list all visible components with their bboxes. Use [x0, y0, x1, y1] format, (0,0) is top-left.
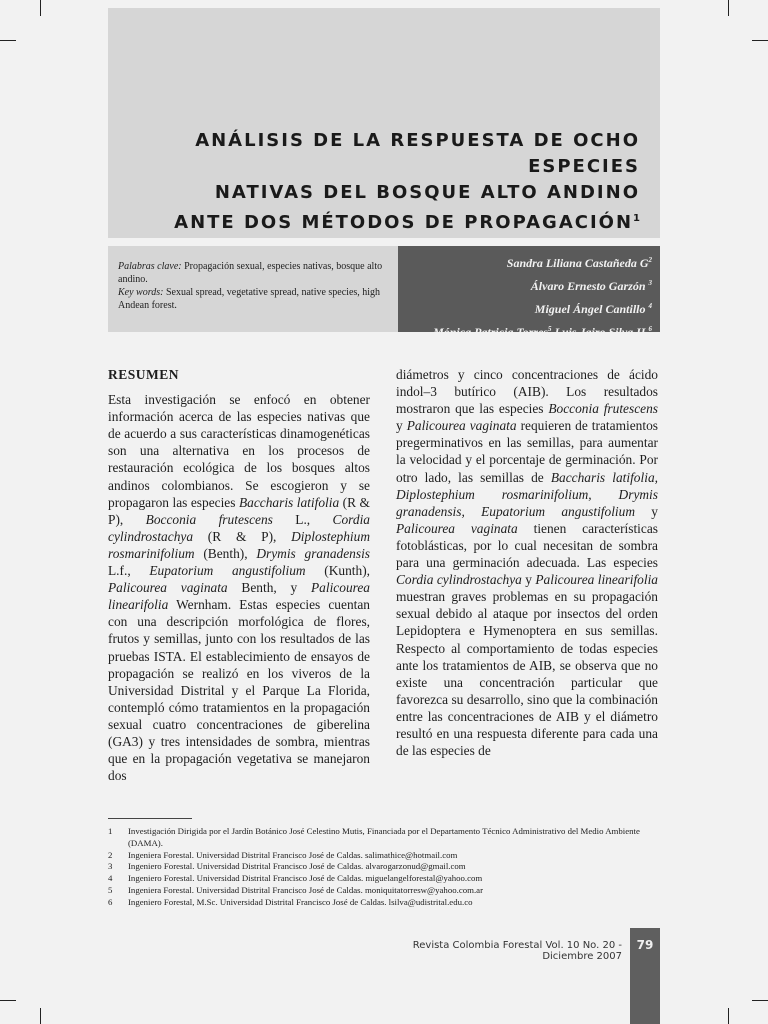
keywords-en: [118, 286, 384, 312]
author-4-5: Mónica Patricia Torres$^5$ Luis Jairo Silva H.$^6$: [433, 325, 652, 339]
abstract-right-column: [396, 366, 658, 759]
keywords-en-label: Key words:: [118, 287, 164, 298]
author-2: Álvaro Ernesto Garzón $^3$: [530, 279, 652, 293]
crop-mark: [0, 40, 16, 41]
footnote: 6 Ingeniero Forestal, M.Sc. Universidad Distrital Francisco José de Caldas. lsilva@udistrital.edu.co: [108, 896, 473, 907]
abstract-paragraph-right: diámetros y cinco concentraciones de ácido indol–3 butírico (AIB). Los resultados mostraron que las especies Bocconia frutescens y Palicourea vaginata requieren de tratamientos pregerminativos en las semillas, para aumentar la velocidad y el porcentaje de germinación. Por otro lado, las semillas de Baccharis latifolia, Diplostephium rosmarinifolium, Drymis granadensis, Eupatorium angustifolium y Palicourea vaginata tienen características fotoblásticas, por lo cual necesitan de sombra para una germinación adecuada. Las especies Cordia cylindrostachya y Palicourea linearifolia muestran graves problemas en su propagación sexual debido al ataque por insectos del orden Lepidoptera e Hymenoptera en sus semillas. Respecto al comportamiento de todas especies ante los tratamientos de AIB, se observa que no existe una concentración particular que favorezca su desarrollo, sino que la combinación entre las concentraciones de AIB y el diámetro resultó en una respuesta diferente para cada una de las especies de: [396, 367, 658, 759]
abstract-left-column: [108, 366, 370, 784]
crop-mark: [40, 1008, 41, 1024]
author-3: Miguel Ángel Cantillo $^4$: [534, 302, 652, 316]
abstract-paragraph-left: Esta investigación se enfocó en obtener información acerca de las especies nativas que de acuerdo a sus características dinamogenéticas son una alternativa en los procesos de restauración ecológica de los bosques altos andinos colombianos. Se escogieron y se propagaron las especies Baccharis latifolia (R & P), Bocconia frutescens L., Cordia cylindrostachya (R & P), Diplostephium rosmarinifolium (Benth), Drymis granadensis L.f., Eupatorium angustifolium (Kunth), Palicourea vaginata Benth, y Palicourea linearifolia Wernham. Estas especies cuentan con una descripción morfológica de flores, frutos y semillas, junto con los resultados de las pruebas ISTA. El establecimiento de ensayos de propagación se realizó en los viveros de la Universidad Distrital y el Parque La Florida, contempló cómo tratamientos en la propagación sexual cuatro concentraciones de giberelina (GA3) y tres intensidades de sombra, mientras que en la propagación vegetativa se manejaron dos: [108, 392, 370, 784]
title-line-1: ANÁLISIS DE LA RESPUESTA DE OCHO ESPECIES: [195, 130, 640, 177]
title-panel: [108, 8, 660, 238]
title-line-2: NATIVAS DEL BOSQUE ALTO ANDINO: [214, 182, 640, 203]
keywords-en-text: Sexual spread, vegetative spread, native species, high Andean forest.: [118, 287, 381, 311]
crop-mark: [752, 40, 768, 41]
title-footnote-ref: 1: [633, 213, 640, 224]
journal-citation: Revista Colombia Forestal Vol. 10 No. 20 - Diciembre 2007: [412, 940, 622, 962]
crop-mark: [728, 0, 729, 16]
footnote: 4 Ingeniero Forestal. Universidad Distrital Francisco José de Caldas. miguelangelforestal@yahoo.com: [108, 873, 483, 884]
footnote-rule: [108, 818, 192, 819]
footnotes: [108, 826, 660, 909]
keywords-panel: [108, 246, 398, 332]
authors-panel: [398, 246, 660, 339]
title-line-3-text: ANTE DOS MÉTODOS DE PROPAGACIÓN: [174, 212, 634, 233]
crop-mark: [40, 0, 41, 16]
crop-mark: [752, 1000, 768, 1001]
page-number: 79: [636, 938, 654, 952]
abstract-heading: RESUMEN: [108, 367, 180, 382]
footnote: 1 Investigación Dirigida por el Jardín Botánico José Celestino Mutis, Financiada por el Departamento Técnico Administrativo del Medio Ambiente (DAMA).: [108, 826, 640, 848]
footnote: 3 Ingeniero Forestal. Universidad Distrital Francisco José de Caldas. alvarogarzonud@gmail.com: [108, 861, 466, 872]
keywords-es-text: Propagación sexual, especies nativas, bosque alto andino.: [118, 261, 383, 285]
title-line-3: [108, 206, 640, 236]
author-1: Sandra Liliana Castañeda $G^2$: [506, 256, 652, 270]
keywords-es: [118, 260, 384, 286]
footnote: 2 Ingeniera Forestal. Universidad Distrital Francisco José de Caldas. salimathice@hotmail.com: [108, 849, 458, 860]
page-tab: [630, 928, 660, 1024]
crop-mark: [0, 1000, 16, 1001]
footnote: 5 Ingeniera Forestal. Universidad Distrital Francisco José de Caldas. moniquitatorresw@yahoo.com.ar: [108, 884, 483, 895]
keywords-es-label: Palabras clave:: [118, 261, 182, 272]
article-title: [108, 128, 640, 236]
crop-mark: [728, 1008, 729, 1024]
